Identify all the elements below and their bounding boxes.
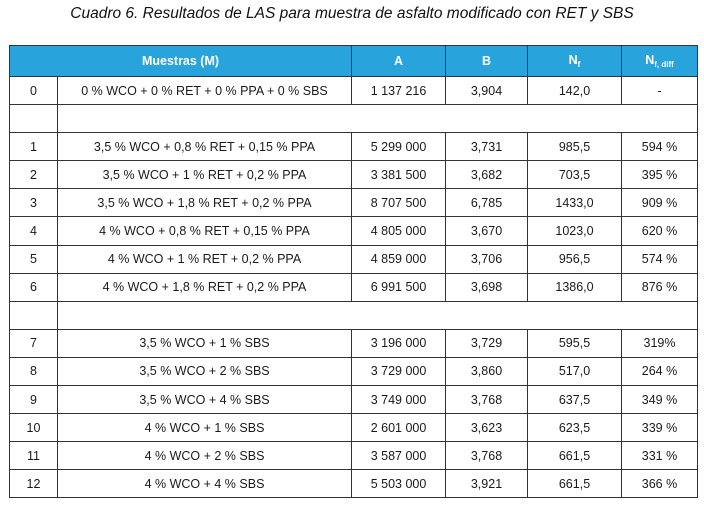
nf-diff-value-cell: 264 %: [622, 357, 698, 385]
sample-description-cell: 4 % WCO + 1 % SBS: [58, 414, 352, 442]
header-nf: $N_f$: [528, 46, 622, 77]
table-spacer-row: [10, 105, 698, 133]
table-row: [10, 189, 698, 217]
sample-id-cell: 9: [10, 386, 58, 414]
nf-value-cell: 595,5: [528, 329, 622, 357]
b-value-cell: 3,768: [446, 386, 528, 414]
table-row: [10, 217, 698, 245]
nf-diff-value-cell: 339 %: [622, 414, 698, 442]
sample-id-cell: 5: [10, 245, 58, 273]
sample-description-cell: 3,5 % WCO + 0,8 % RET + 0,15 % PPA: [58, 133, 352, 161]
a-value-cell: 6 991 500: [352, 273, 446, 301]
table-row: [10, 357, 698, 385]
table-row: [10, 386, 698, 414]
results-table: [9, 45, 698, 498]
table-row: [10, 161, 698, 189]
nf-value-cell: 142,0: [528, 77, 622, 105]
b-value-cell: 3,670: [446, 217, 528, 245]
table-row: [10, 442, 698, 470]
a-value-cell: 3 729 000: [352, 357, 446, 385]
nf-value-cell: 1023,0: [528, 217, 622, 245]
nf-diff-value-cell: 909 %: [622, 189, 698, 217]
b-value-cell: 6,785: [446, 189, 528, 217]
nf-value-cell: 703,5: [528, 161, 622, 189]
sample-description-cell: 3,5 % WCO + 2 % SBS: [58, 357, 352, 385]
table-row: [10, 470, 698, 498]
nf-value-cell: 661,5: [528, 470, 622, 498]
table-spacer-row: [10, 301, 698, 329]
b-value-cell: 3,768: [446, 442, 528, 470]
sample-id-cell: 0: [10, 77, 58, 105]
table-row: [10, 77, 698, 105]
b-value-cell: 3,731: [446, 133, 528, 161]
sample-description-cell: 4 % WCO + 0,8 % RET + 0,15 % PPA: [58, 217, 352, 245]
nf-value-cell: 956,5: [528, 245, 622, 273]
nf-value-cell: 661,5: [528, 442, 622, 470]
table-row: [10, 329, 698, 357]
sample-id-cell: 7: [10, 329, 58, 357]
sample-id-cell: 11: [10, 442, 58, 470]
a-value-cell: 5 503 000: [352, 470, 446, 498]
nf-value-cell: 637,5: [528, 386, 622, 414]
nf-value-cell: 623,5: [528, 414, 622, 442]
nf-diff-value-cell: 331 %: [622, 442, 698, 470]
a-value-cell: 4 805 000: [352, 217, 446, 245]
sample-description-cell: 4 % WCO + 1,8 % RET + 0,2 % PPA: [58, 273, 352, 301]
sample-id-cell: 6: [10, 273, 58, 301]
a-value-cell: 3 749 000: [352, 386, 446, 414]
nf-value-cell: 1386,0: [528, 273, 622, 301]
table-row: [10, 133, 698, 161]
sample-description-cell: 3,5 % WCO + 1,8 % RET + 0,2 % PPA: [58, 189, 352, 217]
b-value-cell: 3,921: [446, 470, 528, 498]
nf-diff-value-cell: 594 %: [622, 133, 698, 161]
sample-id-cell: 4: [10, 217, 58, 245]
a-value-cell: 8 707 500: [352, 189, 446, 217]
a-value-cell: 5 299 000: [352, 133, 446, 161]
nf-diff-value-cell: 620 %: [622, 217, 698, 245]
spacer-cell: [58, 105, 698, 133]
sample-id-cell: 12: [10, 470, 58, 498]
sample-description-cell: 3,5 % WCO + 1 % RET + 0,2 % PPA: [58, 161, 352, 189]
b-value-cell: 3,623: [446, 414, 528, 442]
header-muestras: Muestras (M): [10, 46, 352, 77]
sample-id-cell: 2: [10, 161, 58, 189]
b-value-cell: 3,860: [446, 357, 528, 385]
nf-diff-value-cell: 395 %: [622, 161, 698, 189]
sample-description-cell: 0 % WCO + 0 % RET + 0 % PPA + 0 % SBS: [58, 77, 352, 105]
nf-diff-value-cell: 876 %: [622, 273, 698, 301]
b-value-cell: 3,698: [446, 273, 528, 301]
header-nf-diff: $N_{f, diff}$: [622, 46, 698, 77]
table-row: [10, 245, 698, 273]
nf-diff-value-cell: -: [622, 77, 698, 105]
b-value-cell: 3,706: [446, 245, 528, 273]
sample-id-cell: 8: [10, 357, 58, 385]
sample-id-cell: 1: [10, 133, 58, 161]
b-value-cell: 3,682: [446, 161, 528, 189]
b-value-cell: 3,904: [446, 77, 528, 105]
b-value-cell: 3,729: [446, 329, 528, 357]
nf-value-cell: 985,5: [528, 133, 622, 161]
sample-id-cell: 3: [10, 189, 58, 217]
sample-description-cell: 3,5 % WCO + 4 % SBS: [58, 386, 352, 414]
table-row: [10, 414, 698, 442]
header-a: A: [352, 46, 446, 77]
sample-description-cell: 4 % WCO + 4 % SBS: [58, 470, 352, 498]
table-caption: Cuadro 6. Resultados de LAS para muestra de asfalto modificado con RET y SBS: [70, 5, 634, 22]
table-body: [10, 77, 698, 498]
nf-diff-value-cell: 574 %: [622, 245, 698, 273]
a-value-cell: 3 196 000: [352, 329, 446, 357]
nf-diff-value-cell: 349 %: [622, 386, 698, 414]
sample-description-cell: 4 % WCO + 1 % RET + 0,2 % PPA: [58, 245, 352, 273]
spacer-cell: [58, 301, 698, 329]
a-value-cell: 1 137 216: [352, 77, 446, 105]
table-header-row: [10, 46, 698, 77]
table-row: [10, 273, 698, 301]
header-b: B: [446, 46, 528, 77]
a-value-cell: 3 381 500: [352, 161, 446, 189]
nf-diff-value-cell: 366 %: [622, 470, 698, 498]
a-value-cell: 3 587 000: [352, 442, 446, 470]
nf-value-cell: 1433,0: [528, 189, 622, 217]
sample-description-cell: 3,5 % WCO + 1 % SBS: [58, 329, 352, 357]
spacer-cell: [10, 105, 58, 133]
nf-diff-value-cell: 319%: [622, 329, 698, 357]
nf-value-cell: 517,0: [528, 357, 622, 385]
spacer-cell: [10, 301, 58, 329]
sample-id-cell: 10: [10, 414, 58, 442]
a-value-cell: 2 601 000: [352, 414, 446, 442]
a-value-cell: 4 859 000: [352, 245, 446, 273]
sample-description-cell: 4 % WCO + 2 % SBS: [58, 442, 352, 470]
